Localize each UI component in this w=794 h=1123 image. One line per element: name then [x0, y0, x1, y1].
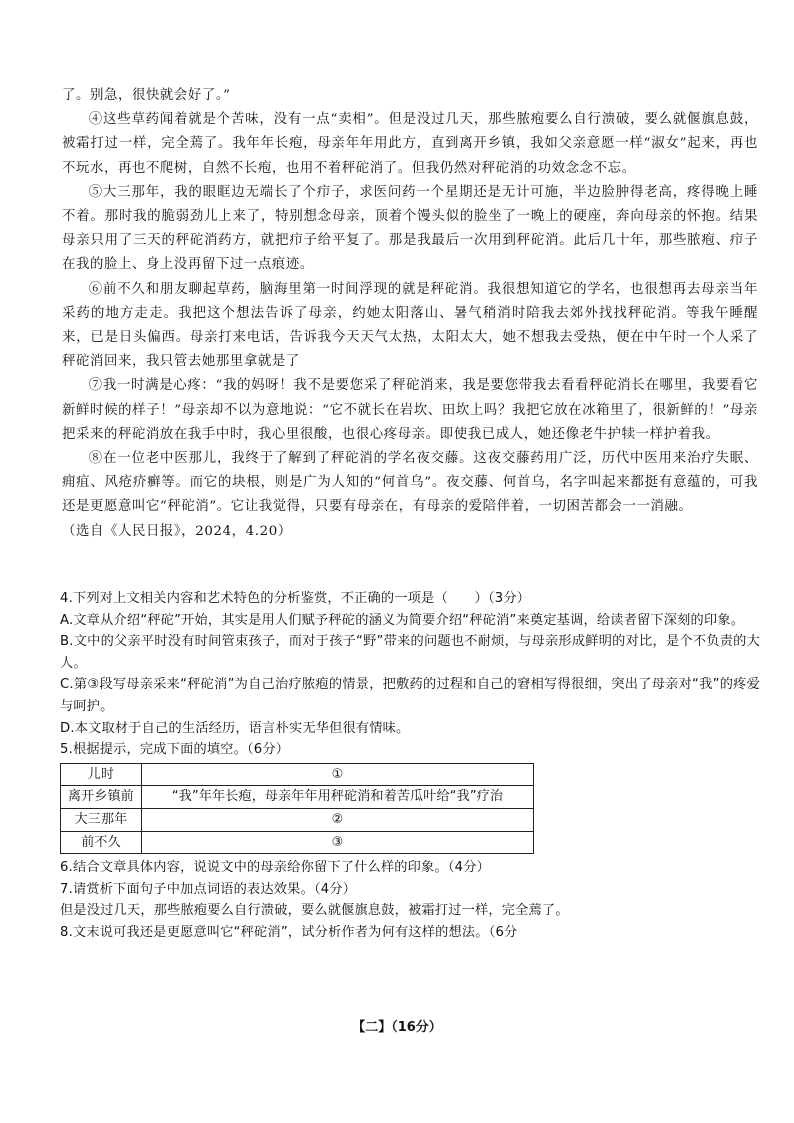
question-7: 7.请赏析下面句子中加点词语的表达效果。（4分） [60, 881, 357, 897]
question-4: 4.下列对上文相关内容和艺术特色的分析鉴赏，不正确的一项是（ ）（3分） [60, 591, 531, 606]
question-4-option-d: D.本文取材于自己的生活经历，语言朴实无华但很有情味。 [60, 720, 410, 736]
table-row [61, 808, 534, 831]
table-cell-blank: ② [142, 808, 534, 831]
table-cell-blank: ① [142, 763, 534, 786]
passage-paragraph-5: ⑤大三那年，我的眼眶边无端长了个疖子，求医问药一个星期还是无计可施，半边脸肿得老高，疼得晚上睡不着。那时我的脆弱劲儿上来了，特别想念母亲，顶着个馒头似的脸坐了一晚上的硬座，奔向母亲的怀抱。结果母亲只用了三天的秤砣消药方，就把疖子给平复了。那是我最后一次用到秤砣消。此后几十年，那些脓疱、疖子在我的脸上、身上没再留下过一点痕迹。 [62, 184, 758, 273]
passage-paragraph-6: ⑥前不久和朋友聊起草药，脑海里第一时间浮现的就是秤砣消。我很想知道它的学名，也很想再去母亲当年采药的地方走走。我把这个想法告诉了母亲，约她太阳落山、暑气稍消时陪我去郊外找找秤砣消。等我午睡醒来，已是日头偏西。母亲打来电话，告诉我今天天气太热，太阳太大，她不想我去受热，便在中午时一个人采了秤砣消回来，我只管去她那里拿就是了 [62, 281, 758, 370]
table-row [61, 763, 534, 786]
section-heading: 【二】（16分） [352, 1020, 442, 1035]
question-4-option-a: A.文章从介绍“秤砣”开始，其实是用人们赋予秤砣的涵义为简要介绍“秤砣消”来奠定基调，给读者留下深刻的印象。 [60, 612, 745, 628]
question-6: 6.结合文章具体内容，说说文中的母亲给你留下了什么样的印象。（4分） [60, 860, 490, 876]
question-5: 5.根据提示，完成下面的填空。（6分） [60, 742, 290, 758]
reading-passage [62, 84, 758, 544]
table-cell-label: 大三那年 [61, 808, 142, 831]
fill-in-table [60, 763, 534, 854]
table-cell-label: 离开乡镇前 [61, 786, 142, 809]
passage-paragraph-8: ⑧在一位老中医那儿，我终于了解到了秤砣消的学名夜交藤。这夜交藤药用广泛，历代中医用来治疗失眠、痈疽、风疮疥癣等。而它的块根，则是广为人知的“何首乌”。夜交藤、何首乌，名字叫起来都挺有意蕴的，可我还是更愿意叫它“秤砣消”。它让我觉得，只要有母亲在，有母亲的爱陪伴着，一切困苦都会一一消融。 [62, 451, 758, 515]
table-cell-value: “我”年年长疱，母亲年年用秤砣消和着苦瓜叶给“我”疗治 [142, 786, 534, 809]
question-4-option-b: B.文中的父亲平时没有时间管束孩子，而对于孩子“野”带来的问题也不耐烦，与母亲形成鲜明的对比，是个不负责的大人。 [60, 634, 760, 671]
question-4-option-c: C.第③段写母亲采来“秤砣消”为自己治疗脓疱的情景，把敷药的过程和自己的窘相写得很细，突出了母亲对“我”的疼爱与呵护。 [60, 677, 760, 714]
question-section [60, 588, 760, 944]
table-cell-label: 前不久 [61, 831, 142, 854]
table-cell-blank: ③ [142, 831, 534, 854]
passage-source: （选自《人民日报》，2024，4.20） [62, 523, 292, 539]
question-7-sentence: 但是没过几天，那些脓疱要么自行溃破，要么就偃旗息鼓，被霜打过一样，完全蔫了。 [60, 903, 569, 919]
passage-paragraph-3-end: 了。别急，很快就会好了。” [62, 88, 231, 103]
table-row [61, 786, 534, 809]
question-8: 8.文末说可我还是更愿意叫它“秤砣消”，试分析作者为何有这样的想法。（6分 [60, 924, 518, 940]
passage-paragraph-4: ④这些草药闻着就是个苦味，没有一点“卖相”。但是没过几天，那些脓疱要么自行溃破，要么就偃旗息鼓，被霜打过一样，完全蔫了。我年年长疱，母亲年年用此方，直到离开乡镇，我如父亲意愿一样“淑女”起来，再也不玩水，再也不爬树，自然不长疱，也用不着秤砣消了。但我仍然对秤砣消的功效念念不忘。 [62, 112, 758, 176]
passage-paragraph-7: ⑦我一时满是心疼：“我的妈呀！我不是要您采了秤砣消来，我是要您带我去看看秤砣消长在哪里，我要看它新鲜时候的样子！”母亲却不以为意地说：“它不就长在岩坎、田坎上吗？我把它放在冰箱里了，很新鲜的！”母亲把采来的秤砣消放在我手中时，我心里很酸，也很心疼母亲。即使我已成人，她还像老牛护犊一样护着我。 [62, 378, 758, 442]
table-row [61, 831, 534, 854]
table-cell-label: 儿时 [61, 763, 142, 786]
